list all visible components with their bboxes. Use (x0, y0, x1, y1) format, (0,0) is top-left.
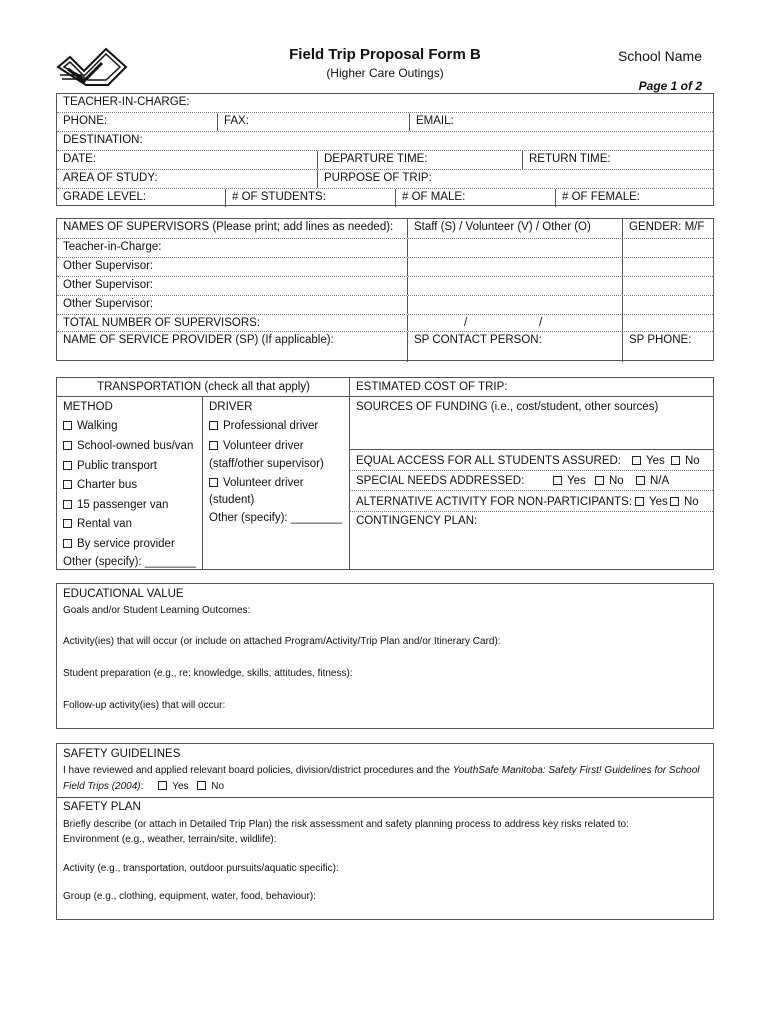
checkbox-icon[interactable] (63, 461, 72, 470)
transport-column (57, 378, 350, 569)
checkbox-icon[interactable] (209, 478, 218, 487)
equal-access-label: EQUAL ACCESS FOR ALL STUDENTS ASSURED: (356, 455, 621, 467)
supervisor-row[interactable]: Other Supervisor: (63, 260, 154, 272)
driver-note-staff: (staff/other supervisor) (209, 458, 324, 470)
checkbox-icon[interactable] (635, 497, 644, 506)
followup-field[interactable]: Follow-up activity(ies) that will occur: (63, 700, 226, 711)
form-title: Field Trip Proposal Form B (289, 46, 481, 63)
checkbox-icon[interactable] (595, 476, 604, 485)
checkbox-icon[interactable] (197, 781, 206, 790)
num-students-field[interactable]: # OF STUDENTS: (225, 189, 395, 207)
staff-type-cell[interactable] (407, 296, 622, 314)
cost-column (350, 378, 713, 569)
supervisor-row[interactable]: Teacher-in-Charge: (63, 241, 162, 253)
gender-cell[interactable] (622, 239, 713, 257)
school-name: School Name (617, 48, 702, 64)
gender-header: GENDER: M/F (622, 219, 713, 238)
method-school-bus[interactable]: School-owned bus/van (63, 440, 193, 452)
gender-cell[interactable] (622, 277, 713, 295)
method-15-passenger-van[interactable]: 15 passenger van (63, 499, 168, 511)
num-male-field[interactable]: # OF MALE: (395, 189, 555, 207)
checkbox-icon[interactable] (63, 539, 72, 548)
checkbox-icon[interactable] (632, 456, 641, 465)
driver-volunteer-student[interactable]: Volunteer driver (209, 477, 304, 489)
staff-type-header: Staff (S) / Volunteer (V) / Other (O) (407, 219, 622, 238)
alternative-activity-row (356, 496, 708, 508)
destination-field[interactable]: DESTINATION: (63, 134, 143, 146)
environment-field[interactable]: Environment (e.g., weather, terrain/site, wildlife): (63, 834, 277, 845)
checkbox-icon[interactable] (636, 476, 645, 485)
checkbox-icon[interactable] (209, 441, 218, 450)
service-provider-field[interactable]: NAME OF SERVICE PROVIDER (SP) (If applicable): (63, 334, 334, 346)
checkbox-icon[interactable] (670, 497, 679, 506)
gender-cell[interactable] (622, 296, 713, 314)
checkbox-icon[interactable] (158, 781, 167, 790)
form-subtitle: (Higher Care Outings) (326, 66, 444, 80)
sp-contact-field[interactable]: SP CONTACT PERSON: (407, 332, 622, 362)
supervisor-row[interactable]: Other Supervisor: (63, 298, 154, 310)
staff-type-cell[interactable] (407, 277, 622, 295)
safety-plan-description: Briefly describe (or attach in Detailed Trip Plan) the risk assessment and safety planning process to address key risks related to: (63, 819, 629, 830)
alternative-yes[interactable]: Yes (635, 496, 668, 508)
driver-note-student: (student) (209, 494, 255, 506)
total-gender-cell[interactable] (622, 315, 713, 331)
checkbox-icon[interactable] (63, 441, 72, 450)
total-supervisors-label: TOTAL NUMBER OF SUPERVISORS: (63, 317, 261, 329)
gender-cell[interactable] (622, 258, 713, 276)
staff-type-cell[interactable] (407, 239, 622, 257)
supervisor-row[interactable]: Other Supervisor: (63, 279, 154, 291)
phone-field[interactable]: PHONE: (63, 115, 108, 127)
special-needs-no[interactable]: No (595, 475, 624, 487)
safety-section (56, 743, 714, 920)
sp-phone-field[interactable]: SP PHONE: (622, 332, 713, 362)
checkbox-icon[interactable] (209, 421, 218, 430)
num-female-field[interactable]: # OF FEMALE: (555, 189, 713, 207)
method-service-provider[interactable]: By service provider (63, 538, 175, 550)
method-public-transport[interactable]: Public transport (63, 460, 157, 472)
special-needs-na[interactable]: N/A (636, 475, 669, 487)
departure-time-field[interactable]: DEPARTURE TIME: (317, 151, 522, 169)
supervisors-section (56, 218, 714, 361)
driver-other-field[interactable]: Other (specify): ________ (209, 512, 342, 524)
safety-statement: I have reviewed and applied relevant board policies, division/district procedures and the YouthSafe Manitoba: Safety First! Guidelines for School (63, 765, 700, 776)
total-supervisors-field[interactable] (407, 315, 622, 331)
transport-cost-section (56, 377, 714, 570)
transport-heading: TRANSPORTATION (check all that apply) (97, 381, 310, 393)
driver-volunteer-staff[interactable]: Volunteer driver (209, 440, 304, 452)
page-number: Page 1 of 2 (638, 79, 702, 93)
grade-level-field[interactable]: GRADE LEVEL: (63, 191, 147, 203)
method-walking[interactable]: Walking (63, 420, 117, 432)
area-of-study-field[interactable]: AREA OF STUDY: (63, 172, 158, 184)
safety-yes[interactable]: Yes (158, 781, 188, 792)
date-field[interactable]: DATE: (63, 153, 97, 165)
goals-field[interactable]: Goals and/or Student Learning Outcomes: (63, 605, 251, 616)
checkbox-icon[interactable] (63, 519, 72, 528)
supervisor-names-header: NAMES OF SUPERVISORS (Please print; add lines as needed): (63, 221, 394, 233)
activity-risk-field[interactable]: Activity (e.g., transportation, outdoor pursuits/aquatic specific): (63, 863, 339, 874)
special-needs-yes[interactable]: Yes (553, 475, 586, 487)
driver-label: DRIVER (209, 401, 253, 413)
method-charter-bus[interactable]: Charter bus (63, 479, 137, 491)
checkbox-icon[interactable] (63, 500, 72, 509)
preparation-field[interactable]: Student preparation (e.g., re: knowledge, skills, attitudes, fitness): (63, 668, 353, 679)
total-slash: / (539, 317, 543, 329)
equal-access-no[interactable]: No (671, 455, 700, 467)
driver-professional[interactable]: Professional driver (209, 420, 318, 432)
equal-access-row (356, 455, 708, 467)
return-time-field[interactable]: RETURN TIME: (522, 151, 713, 169)
checkbox-icon[interactable] (553, 476, 562, 485)
special-needs-label: SPECIAL NEEDS ADDRESSED: (356, 475, 525, 487)
checkbox-icon[interactable] (671, 456, 680, 465)
safety-plan-heading: SAFETY PLAN (63, 801, 141, 813)
equal-access-yes[interactable]: Yes (632, 455, 665, 467)
safety-guidelines-heading: SAFETY GUIDELINES (63, 748, 181, 760)
purpose-field[interactable]: PURPOSE OF TRIP: (317, 170, 713, 188)
special-needs-row (356, 475, 708, 487)
teacher-field[interactable]: TEACHER-IN-CHARGE: (63, 96, 190, 108)
safety-no[interactable]: No (197, 781, 224, 792)
checkbox-icon[interactable] (63, 480, 72, 489)
method-label: METHOD (63, 401, 113, 413)
fax-field[interactable]: FAX: (217, 113, 409, 131)
estimated-cost-field[interactable]: ESTIMATED COST OF TRIP: (356, 381, 508, 393)
alternative-no[interactable]: No (670, 496, 699, 508)
total-slash: / (464, 317, 468, 329)
checkbox-icon[interactable] (63, 421, 72, 430)
email-field[interactable]: EMAIL: (409, 113, 713, 131)
staff-type-cell[interactable] (407, 258, 622, 276)
safety-statement-cont: Field Trips (2004): Yes No (63, 781, 225, 792)
activities-field[interactable]: Activity(ies) that will occur (or include on attached Program/Activity/Trip Plan and/or Itinerary Card): (63, 636, 501, 647)
alternative-activity-label: ALTERNATIVE ACTIVITY FOR NON-PARTICIPANTS: (356, 496, 633, 508)
educational-heading: EDUCATIONAL VALUE (63, 588, 184, 600)
contingency-plan-field[interactable]: CONTINGENCY PLAN: (356, 515, 478, 527)
method-other-field[interactable]: Other (specify): ________ (63, 556, 196, 568)
group-risk-field[interactable]: Group (e.g., clothing, equipment, water, food, behaviour): (63, 891, 316, 902)
funding-sources-field[interactable]: SOURCES OF FUNDING (i.e., cost/student, other sources) (356, 401, 659, 413)
method-rental-van[interactable]: Rental van (63, 518, 132, 530)
educational-value-section (56, 583, 714, 729)
trip-info-section (56, 93, 714, 206)
